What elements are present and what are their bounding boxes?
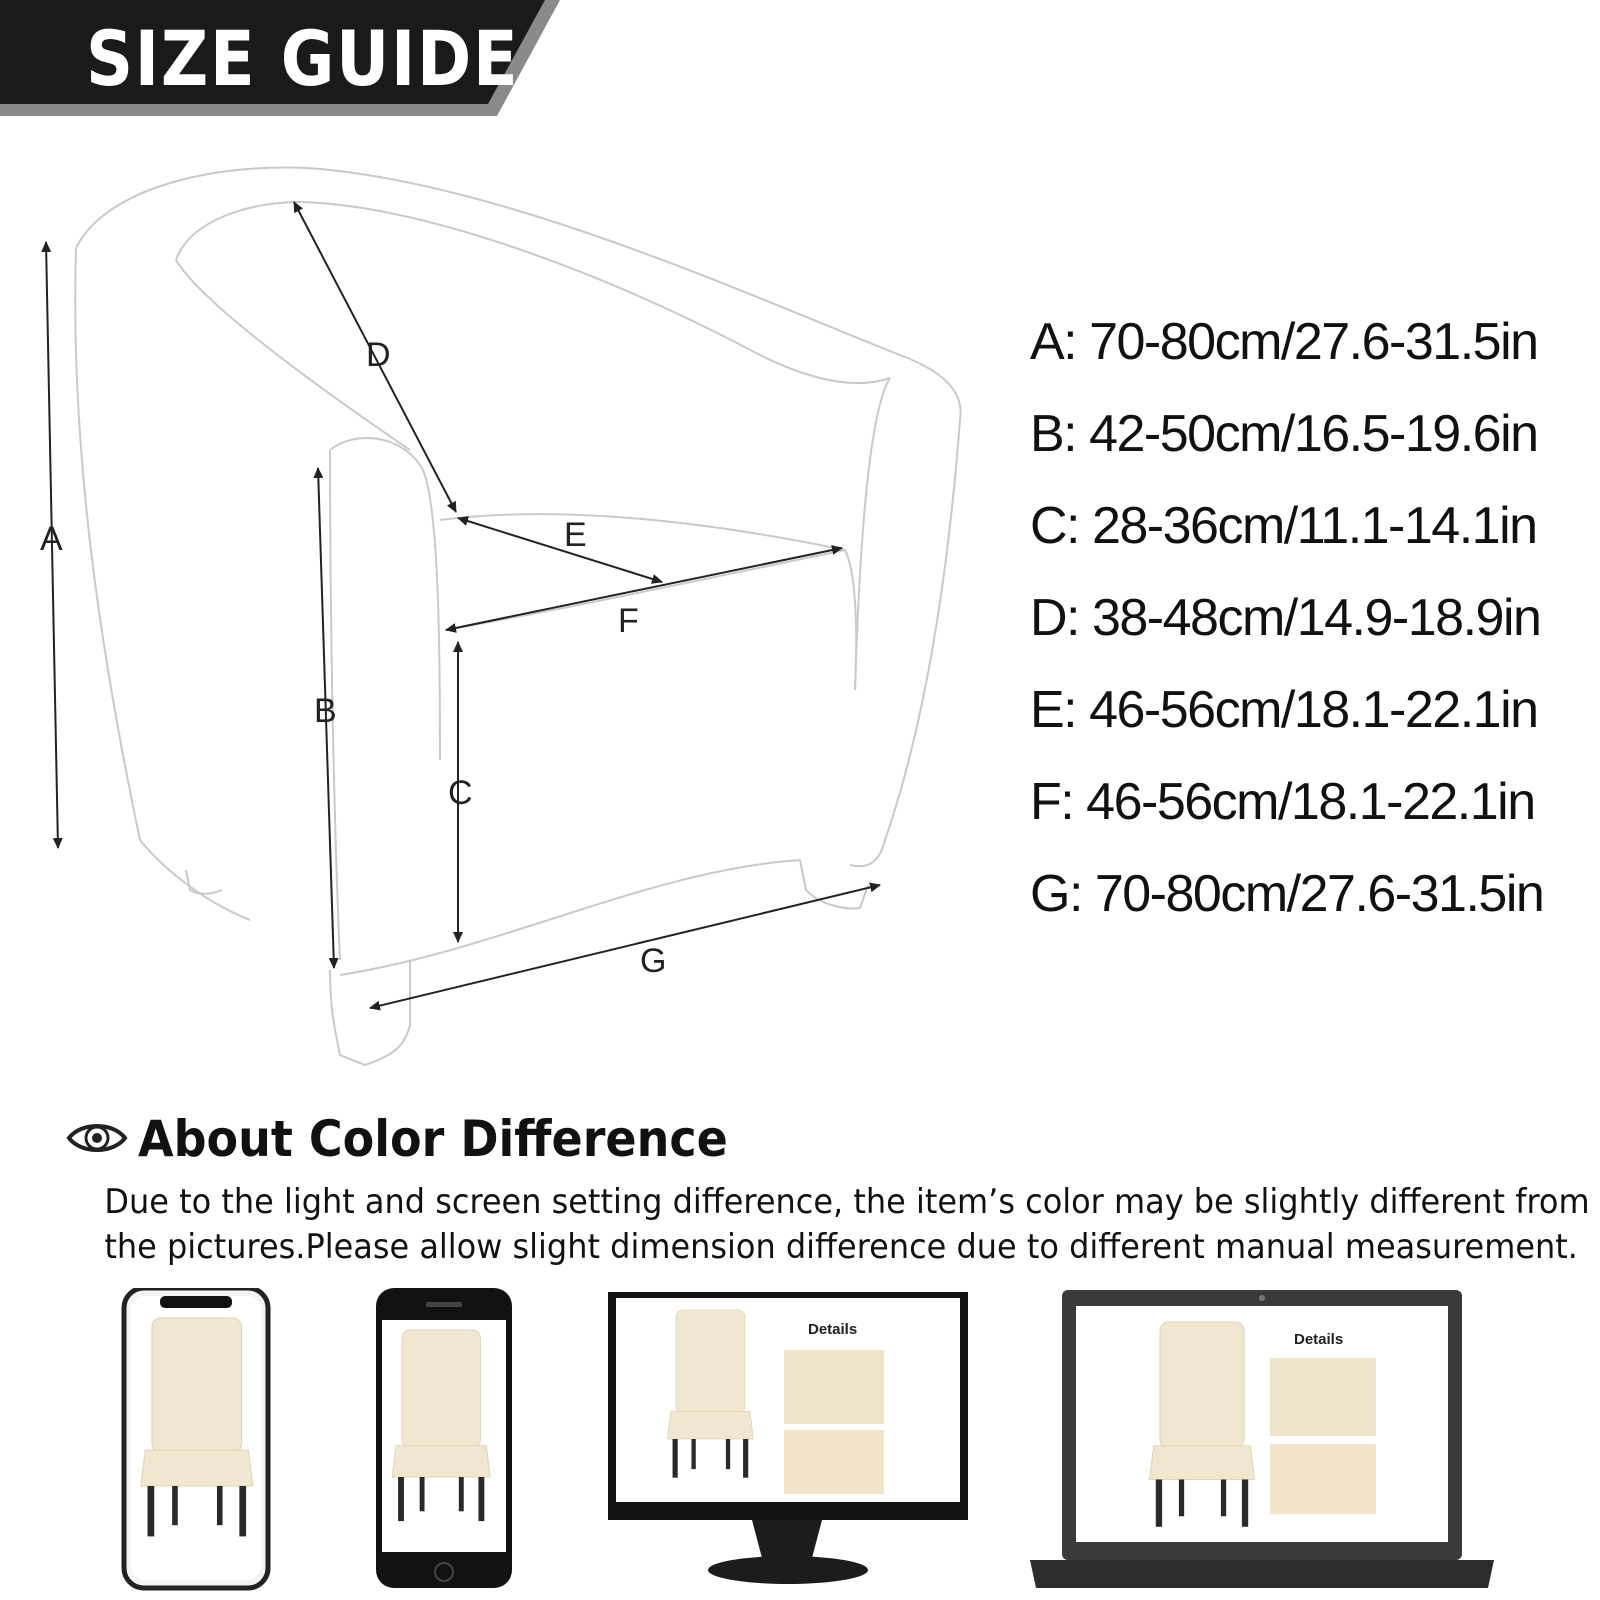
spec-item: B: 42-50cm/16.5-19.6in [1030, 405, 1538, 463]
color-difference-notice [60, 1180, 1590, 1270]
label-a: A [40, 520, 63, 558]
dimension-line-e [458, 518, 662, 582]
details-label: Details [808, 1321, 858, 1338]
spec-item: E: 46-56cm/18.1-22.1in [1030, 681, 1538, 739]
chair-diagram [0, 150, 1000, 1080]
spec-item: A: 70-80cm/27.6-31.5in [1030, 313, 1538, 371]
label-g: G [640, 942, 667, 980]
color-difference-title: About Color Difference [138, 1110, 728, 1168]
laptop-device [1030, 1290, 1494, 1588]
spec-item: G: 70-80cm/27.6-31.5in [1030, 865, 1544, 923]
detail-image-bottom [1270, 1444, 1376, 1514]
phone-device [124, 1288, 268, 1588]
phone-device [376, 1288, 512, 1588]
chair-outline [75, 168, 960, 1065]
spec-item: C: 28-36cm/11.1-14.1in [1030, 497, 1537, 555]
label-d: D [366, 336, 391, 374]
detail-image-top [1270, 1358, 1376, 1436]
device-comparison [0, 1288, 1600, 1600]
label-e: E [564, 516, 587, 554]
spec-item: F: 46-56cm/18.1-22.1in [1030, 773, 1535, 831]
dimension-line-f [446, 548, 842, 630]
dimension-lines [46, 202, 880, 1008]
notice-line-1: Due to the light and screen setting difference, the item’s color may be slightly different from [104, 1182, 1590, 1222]
dimension-labels [40, 336, 666, 980]
dimension-line-g [370, 885, 880, 1008]
detail-image-bottom [784, 1430, 884, 1494]
spec-item: D: 38-48cm/14.9-18.9in [1030, 589, 1541, 647]
dimension-spec-list [1030, 312, 1543, 956]
label-b: B [314, 692, 337, 730]
details-label: Details [1294, 1331, 1344, 1348]
notice-line-2: the pictures.Please allow slight dimension difference due to different manual measurement. [104, 1227, 1578, 1267]
eye-icon [66, 1118, 128, 1158]
detail-image-top [784, 1350, 884, 1424]
monitor-device [608, 1292, 968, 1584]
page-title: SIZE GUIDE [86, 14, 520, 103]
label-f: F [618, 602, 639, 640]
label-c: C [448, 774, 473, 812]
